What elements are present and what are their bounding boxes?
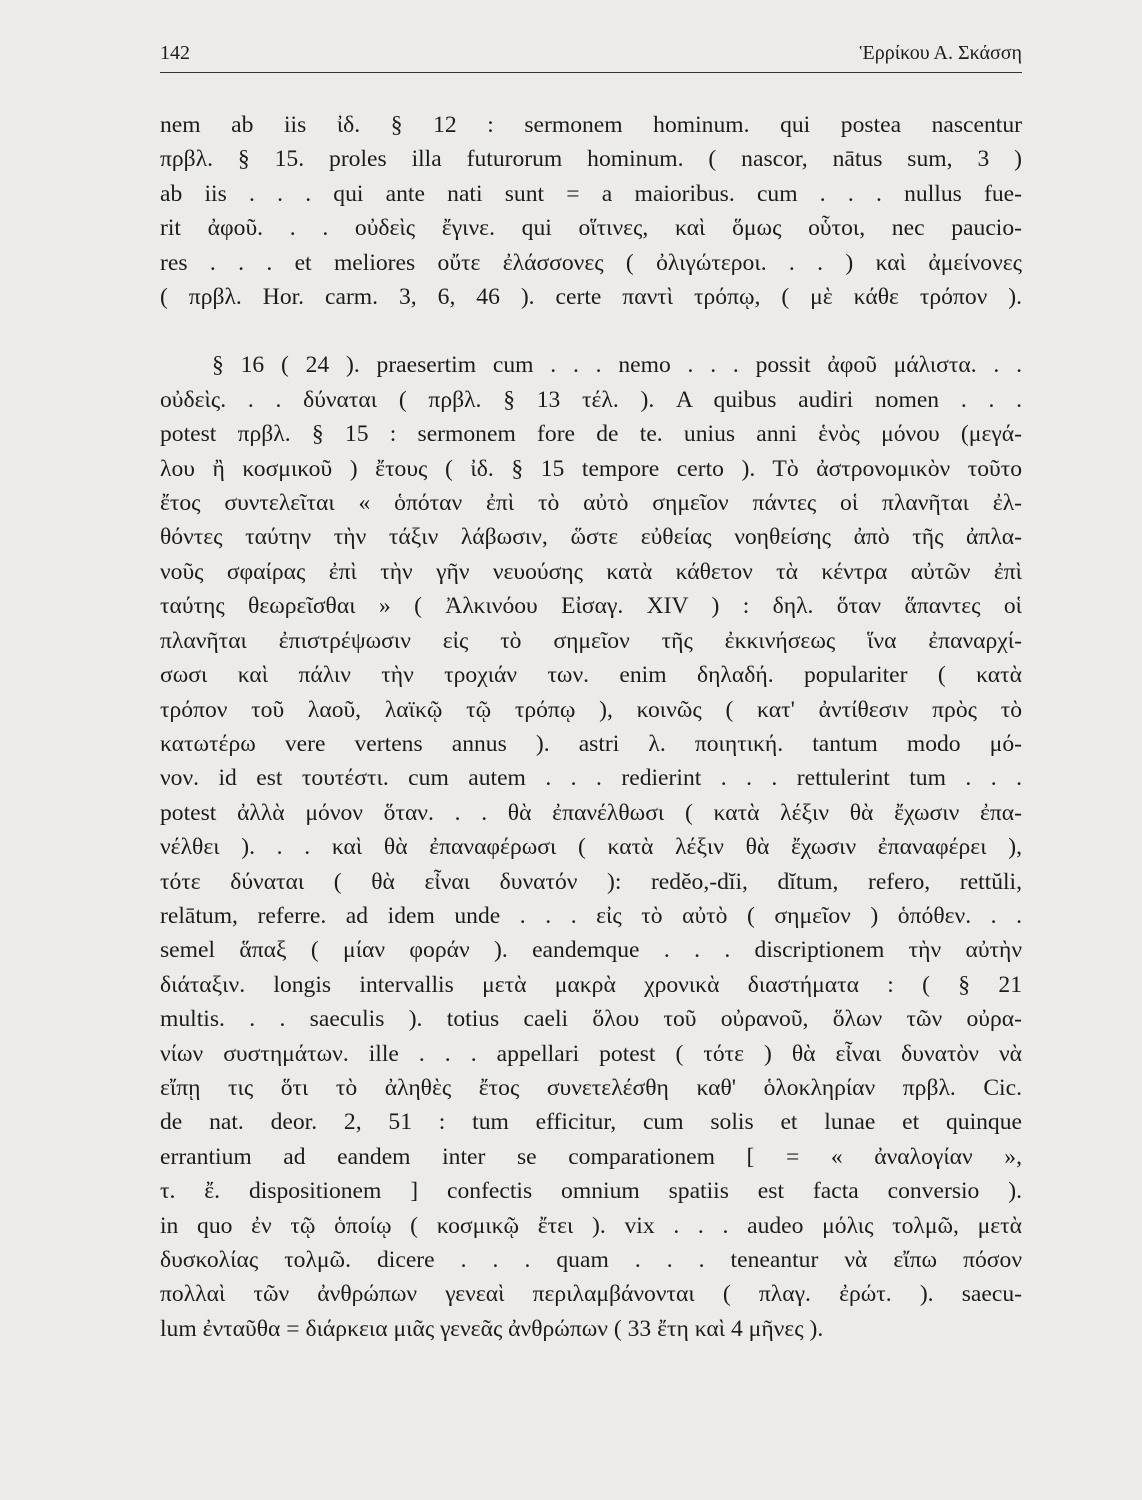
text-line: πρβλ. § 15. proles illa futurorum hominum. ( nascor, nātus sum, 3 ) — [160, 146, 1022, 173]
text-line: res . . . et meliores οὔτε ἐλάσσονες ( ὀλιγώτεροι. . . ) καὶ ἀμείνονες — [160, 249, 1022, 276]
text-line: errantium ad eandem inter se comparationem [ = « ἀναλογίαν », — [160, 1143, 1022, 1170]
text-line: potest πρβλ. § 15 : sermonem fore de te. unius anni ἑνὸς μόνου (μεγά- — [160, 421, 1022, 448]
text-line: νέλθει ). . . καὶ θὰ ἐπαναφέρωσι ( κατὰ λέξιν θὰ ἔχωσιν ἐπαναφέρει ), — [160, 834, 1022, 861]
text-line: potest ἀλλὰ μόνον ὅταν. . . θὰ ἐπανέλθωσι ( κατὰ λέξιν θὰ ἔχωσιν ἐπα- — [160, 799, 1022, 826]
text-line: multis. . . saeculis ). totius caeli ὅλου τοῦ οὐρανοῦ, ὅλων τῶν οὐρα- — [160, 1006, 1022, 1033]
text-line: ab iis . . . qui ante nati sunt = a maioribus. cum . . . nullus fue- — [160, 180, 1022, 207]
text-line: semel ἅπαξ ( μίαν φοράν ). eandemque . . . discriptionem τὴν αὐτὴν — [160, 937, 1022, 964]
text-line: οὐδεὶς. . . δύναται ( πρβλ. § 13 τέλ. ). A quibus audiri nomen . . . — [160, 386, 1022, 413]
text-line: relātum, referre. ad idem unde . . . εἰς τὸ αὐτὸ ( σημεῖον ) ὁπόθεν. . . — [160, 902, 1022, 929]
text-line: lum ἐνταῦθα = διάρκεια μιᾶς γενεᾶς ἀνθρώπων ( 33 ἔτη καὶ 4 μῆνες ). — [160, 1315, 824, 1342]
text-line: πλανῆται ἐπιστρέψωσιν εἰς τὸ σημεῖον τῆς ἐκκινήσεως ἵνα ἐπαναρχί- — [160, 627, 1022, 654]
page-number: 142 — [160, 42, 190, 64]
text-line: ( πρβλ. Hor. carm. 3, 6, 46 ). certe παντὶ τρόπῳ, ( μὲ κάθε τρόπον ). — [160, 284, 1022, 311]
page-header — [160, 36, 1022, 73]
paragraph-2 — [160, 348, 1022, 1346]
paragraph-gap — [160, 314, 1022, 348]
text-line: σωσι καὶ πάλιν τὴν τροχιάν των. enim δηλαδή. populariter ( κατὰ — [160, 662, 1022, 689]
text-line: τρόπον τοῦ λαοῦ, λαϊκῷ τῷ τρόπῳ ), κοινῶς ( κατ' ἀντίθεσιν πρὸς τὸ — [160, 696, 1022, 723]
text-line: § 16 ( 24 ). praesertim cum . . . nemo . . . possit ἀφοῦ μάλιστα. . . — [212, 352, 1022, 379]
text-line: ταύτης θεωρεῖσθαι » ( Ἀλκινόου Εἰσαγ. XIV ) : δηλ. ὅταν ἅπαντες οἱ — [160, 593, 1022, 620]
text-line: πολλαὶ τῶν ἀνθρώπων γενεαὶ περιλαμβάνονται ( πλαγ. ἐρώτ. ). saecu- — [160, 1281, 1022, 1308]
text-line: τότε δύναται ( θὰ εἶναι δυνατόν ): redĕo,-dĭi, dĭtum, refero, rettŭli, — [160, 868, 1022, 895]
text-line: νίων συστημάτων. ille . . . appellari potest ( τότε ) θὰ εἶναι δυνατὸν νὰ — [160, 1040, 1022, 1067]
text-line: de nat. deor. 2, 51 : tum efficitur, cum solis et lunae et quinque — [160, 1109, 1022, 1136]
text-line: ἔτος συντελεῖται « ὁπόταν ἐπὶ τὸ αὐτὸ σημεῖον πάντες οἱ πλανῆται ἐλ- — [160, 490, 1022, 517]
text-line: in quo ἐν τῷ ὁποίῳ ( κοσμικῷ ἔτει ). vix . . . audeo μόλις τολμῶ, μετὰ — [160, 1212, 1022, 1239]
paragraph-1 — [160, 108, 1022, 314]
text-line: νον. id est τουτέστι. cum autem . . . redierint . . . rettulerint tum . . . — [160, 765, 1022, 792]
text-line: δυσκολίας τολμῶ. dicere . . . quam . . . teneantur νὰ εἴπω πόσον — [160, 1247, 1022, 1273]
text-line: rit ἀφοῦ. . . οὐδεὶς ἔγινε. qui οἵτινες, καὶ ὅμως οὗτοι, nec paucio- — [160, 215, 1022, 242]
text-line: νοῦς σφαίρας ἐπὶ τὴν γῆν νευούσης κατὰ κάθετον τὰ κέντρα αὐτῶν ἐπὶ — [160, 558, 1022, 585]
text-line: εἴπῃ τις ὅτι τὸ ἀληθὲς ἔτος συνετελέσθη καθ' ὁλοκληρίαν πρβλ. Cic. — [160, 1074, 1022, 1101]
text-line: κατωτέρω vere vertens annus ). astri λ. ποιητική. tantum modo μό- — [160, 730, 1022, 757]
text-line: θόντες ταύτην τὴν τάξιν λάβωσιν, ὥστε εὐθείας νοηθείσης ἀπὸ τῆς ἀπλα- — [160, 524, 1022, 551]
text-line: διάταξιν. longis intervallis μετὰ μακρὰ χρονικὰ διαστήματα : ( § 21 — [160, 971, 1022, 998]
text-line: λου ἢ κοσμικοῦ ) ἔτους ( ἰδ. § 15 tempore certo ). Τὸ ἀστρονομικὸν τοῦτο — [160, 455, 1022, 482]
running-head: Ἑρρίκου Α. Σκάσση — [859, 42, 1022, 64]
text-line: τ. ἔ. dispositionem ] confectis omnium spatiis est facta conversio ). — [160, 1178, 1022, 1205]
body-text — [160, 108, 1022, 1346]
text-line: nem ab iis ἰδ. § 12 : sermonem hominum. qui postea nascentur — [160, 112, 1022, 138]
